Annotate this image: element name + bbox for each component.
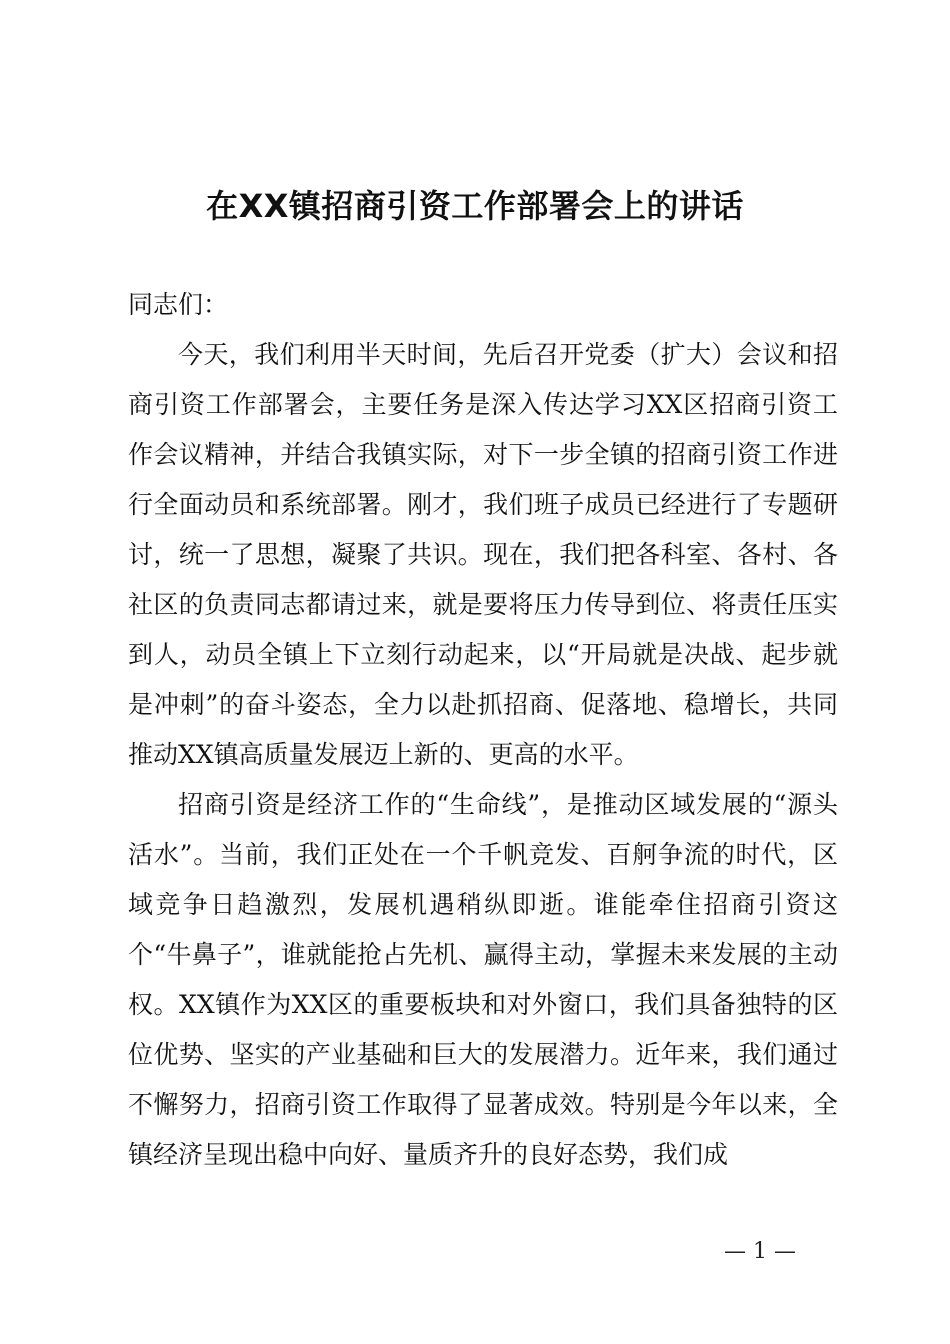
page-number: — 1 — — [724, 1239, 796, 1264]
document-title: 在XX镇招商引资工作部署会上的讲话 — [206, 187, 744, 225]
paragraph-1: 今天，我们利用半天时间，先后召开党委（扩大）会议和招商引资工作部署会，主要任务是深入传达学习XX区招商引资工作会议精神，并结合我镇实际，对下一步全镇的招商引资工作进行全面动员和系统部署。刚才，我们班子成员已经进行了专题研讨，统一了思想，凝聚了共识。现在，我们把各科室、各村、各社区的负责同志都请过来，就是要将压力传导到位、将责任压实到人，动员全镇上下立刻行动起来，以“开局就是决战、起步就是冲刺”的奋斗姿态，全力以赴抓招商、促落地、稳增长，共同推动XX镇高质量发展迈上新的、更高的水平。 — [128, 340, 838, 769]
document-body — [128, 280, 838, 1180]
salutation: 同志们： — [128, 290, 229, 319]
paragraph-2: 招商引资是经济工作的“生命线”，是推动区域发展的“源头活水”。当前，我们正处在一个千帆竞发、百舸争流的时代，区域竞争日趋激烈，发展机遇稍纵即逝。谁能牵住招商引资这个“牛鼻子”，谁就能抢占先机、赢得主动，掌握未来发展的主动权。XX镇作为XX区的重要板块和对外窗口，我们具备独特的区位优势、坚实的产业基础和巨大的发展潜力。近年来，我们通过不懈努力，招商引资工作取得了显著成效。特别是今年以来，全镇经济呈现出稳中向好、量质齐升的良好态势，我们成 — [128, 790, 838, 1169]
